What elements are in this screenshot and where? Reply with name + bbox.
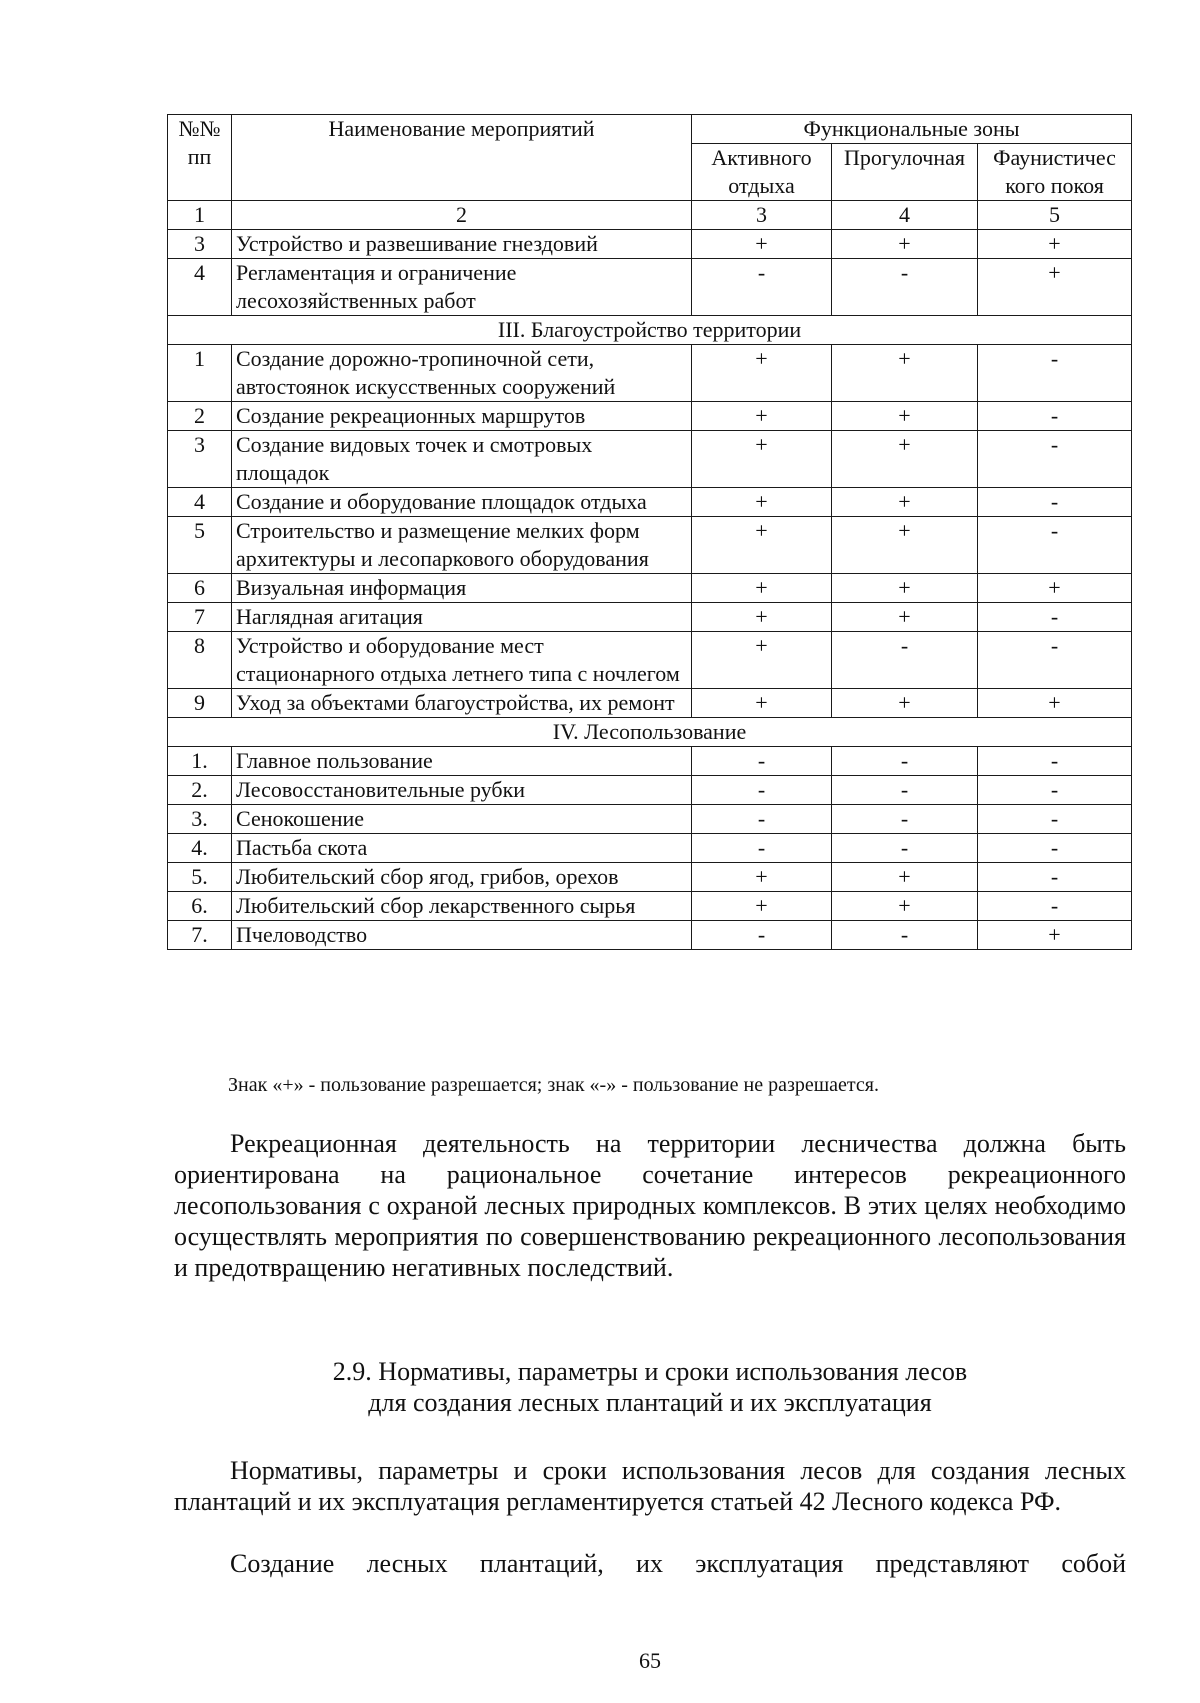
row-name: Пчеловодство xyxy=(232,921,692,950)
table-row xyxy=(168,892,1132,921)
colnum-cell: 1 xyxy=(168,201,232,230)
row-name: Любительский сбор лекарственного сырья xyxy=(232,892,692,921)
row-active: + xyxy=(692,574,832,603)
row-fauna: - xyxy=(978,603,1132,632)
row-number: 9 xyxy=(168,689,232,718)
row-name: Пастьба скота xyxy=(232,834,692,863)
row-fauna: + xyxy=(978,689,1132,718)
colnum-cell: 5 xyxy=(978,201,1132,230)
row-active: - xyxy=(692,921,832,950)
section-title-3: III. Благоустройство территории xyxy=(168,316,1132,345)
table-row xyxy=(168,776,1132,805)
row-active: + xyxy=(692,230,832,259)
section-row xyxy=(168,718,1132,747)
row-number: 5. xyxy=(168,863,232,892)
row-number: 7. xyxy=(168,921,232,950)
header-walk: Прогулочная xyxy=(832,144,978,201)
paragraph-recreation-text: Рекреационная деятельность на территории лесничества должна быть ориентирована на рациональное сочетание интересов рекреационного лесопользования с охраной лесных природных комплексов. В этих целях необходимо осуществлять мероприятия по совершенствованию рекреационного лесопользования и предотвращению негативных последствий. xyxy=(174,1129,1126,1282)
row-active: - xyxy=(692,776,832,805)
paragraph-recreation xyxy=(174,1128,1126,1283)
header-zones: Функциональные зоны xyxy=(692,115,1132,144)
row-active: - xyxy=(692,834,832,863)
row-walk: - xyxy=(832,921,978,950)
row-fauna: + xyxy=(978,921,1132,950)
header-name: Наименование мероприятий xyxy=(232,115,692,201)
row-fauna: - xyxy=(978,776,1132,805)
row-number: 2 xyxy=(168,402,232,431)
row-active: - xyxy=(692,805,832,834)
row-fauna: - xyxy=(978,632,1132,689)
table-row xyxy=(168,230,1132,259)
table-row xyxy=(168,488,1132,517)
row-fauna: - xyxy=(978,402,1132,431)
row-walk: - xyxy=(832,805,978,834)
row-walk: + xyxy=(832,431,978,488)
row-number: 1 xyxy=(168,345,232,402)
row-name: Создание дорожно-тропиночной сети, автостоянок искусственных сооружений xyxy=(232,345,692,402)
row-active: + xyxy=(692,345,832,402)
table-row xyxy=(168,921,1132,950)
row-walk: + xyxy=(832,345,978,402)
table-row xyxy=(168,574,1132,603)
row-walk: + xyxy=(832,892,978,921)
table-row xyxy=(168,345,1132,402)
table-row xyxy=(168,834,1132,863)
row-fauna: - xyxy=(978,892,1132,921)
row-walk: - xyxy=(832,834,978,863)
row-number: 6. xyxy=(168,892,232,921)
row-name: Наглядная агитация xyxy=(232,603,692,632)
row-walk: + xyxy=(832,863,978,892)
row-fauna: - xyxy=(978,805,1132,834)
row-name: Создание и оборудование площадок отдыха xyxy=(232,488,692,517)
row-name: Создание видовых точек и смотровых площадок xyxy=(232,431,692,488)
row-name: Строительство и размещение мелких форм архитектуры и лесопаркового оборудования xyxy=(232,517,692,574)
row-name: Устройство и оборудование мест стационарного отдыха летнего типа с ночлегом xyxy=(232,632,692,689)
paragraph-creation xyxy=(174,1548,1126,1579)
row-number: 5 xyxy=(168,517,232,574)
page-number: 65 xyxy=(639,1648,661,1673)
table-row xyxy=(168,863,1132,892)
row-number: 1. xyxy=(168,747,232,776)
row-fauna: + xyxy=(978,259,1132,316)
functional-zones-table xyxy=(167,114,1132,950)
row-fauna: - xyxy=(978,863,1132,892)
row-name: Лесовосстановительные рубки xyxy=(232,776,692,805)
legend-note: Знак «+» - пользование разрешается; знак «-» - пользование не разрешается. xyxy=(228,1074,879,1096)
row-walk: + xyxy=(832,517,978,574)
row-walk: + xyxy=(832,574,978,603)
row-name: Главное пользование xyxy=(232,747,692,776)
row-number: 4. xyxy=(168,834,232,863)
row-name: Уход за объектами благоустройства, их ремонт xyxy=(232,689,692,718)
row-number: 8 xyxy=(168,632,232,689)
colnum-cell: 3 xyxy=(692,201,832,230)
row-walk: - xyxy=(832,259,978,316)
row-active: + xyxy=(692,603,832,632)
row-fauna: - xyxy=(978,431,1132,488)
header-num: №№ пп xyxy=(168,115,232,201)
row-walk: + xyxy=(832,488,978,517)
row-active: + xyxy=(692,689,832,718)
colnum-cell: 4 xyxy=(832,201,978,230)
row-name: Сенокошение xyxy=(232,805,692,834)
row-name: Регламентация и ограничение лесохозяйственных работ xyxy=(232,259,692,316)
row-name: Устройство и развешивание гнездовий xyxy=(232,230,692,259)
row-fauna: - xyxy=(978,488,1132,517)
row-number: 4 xyxy=(168,488,232,517)
paragraph-creation-text: Создание лесных плантаций, их эксплуатация представляют собой xyxy=(230,1549,1126,1578)
section-title-4: IV. Лесопользование xyxy=(168,718,1132,747)
paragraph-norms xyxy=(174,1455,1126,1517)
row-fauna: - xyxy=(978,747,1132,776)
row-fauna: - xyxy=(978,834,1132,863)
row-walk: + xyxy=(832,603,978,632)
row-fauna: - xyxy=(978,345,1132,402)
row-number: 3 xyxy=(168,431,232,488)
colnum-cell: 2 xyxy=(232,201,692,230)
table-row xyxy=(168,689,1132,718)
row-active: - xyxy=(692,259,832,316)
row-walk: - xyxy=(832,747,978,776)
row-name: Создание рекреационных маршрутов xyxy=(232,402,692,431)
row-walk: - xyxy=(832,632,978,689)
row-active: + xyxy=(692,402,832,431)
table-row xyxy=(168,402,1132,431)
row-fauna: + xyxy=(978,574,1132,603)
section-heading-line2: для создания лесных плантаций и их эксплуатация xyxy=(368,1388,932,1417)
table-row xyxy=(168,603,1132,632)
row-walk: + xyxy=(832,402,978,431)
header-fauna: Фаунистичес кого покоя xyxy=(978,144,1132,201)
row-active: + xyxy=(692,632,832,689)
table-row xyxy=(168,805,1132,834)
section-heading-line1: 2.9. Нормативы, параметры и сроки использования лесов xyxy=(332,1357,968,1386)
row-active: + xyxy=(692,892,832,921)
row-active: + xyxy=(692,517,832,574)
section-row xyxy=(168,316,1132,345)
table-row xyxy=(168,517,1132,574)
row-active: + xyxy=(692,863,832,892)
header-active: Активного отдыха xyxy=(692,144,832,201)
row-name: Любительский сбор ягод, грибов, орехов xyxy=(232,863,692,892)
row-active: + xyxy=(692,488,832,517)
row-fauna: - xyxy=(978,517,1132,574)
row-fauna: + xyxy=(978,230,1132,259)
row-walk: + xyxy=(832,230,978,259)
row-number: 7 xyxy=(168,603,232,632)
paragraph-norms-text: Нормативы, параметры и сроки использования лесов для создания лесных плантаций и их эксплуатация регламентируется статьей 42 Лесного кодекса РФ. xyxy=(174,1456,1126,1516)
row-number: 4 xyxy=(168,259,232,316)
row-walk: - xyxy=(832,776,978,805)
table-row xyxy=(168,259,1132,316)
row-active: - xyxy=(692,747,832,776)
row-number: 3. xyxy=(168,805,232,834)
row-number: 2. xyxy=(168,776,232,805)
table-row xyxy=(168,747,1132,776)
row-number: 3 xyxy=(168,230,232,259)
column-number-row xyxy=(168,201,1132,230)
table-row xyxy=(168,632,1132,689)
row-number: 6 xyxy=(168,574,232,603)
row-name: Визуальная информация xyxy=(232,574,692,603)
table-row xyxy=(168,431,1132,488)
row-walk: + xyxy=(832,689,978,718)
row-active: + xyxy=(692,431,832,488)
section-heading xyxy=(174,1356,1126,1418)
